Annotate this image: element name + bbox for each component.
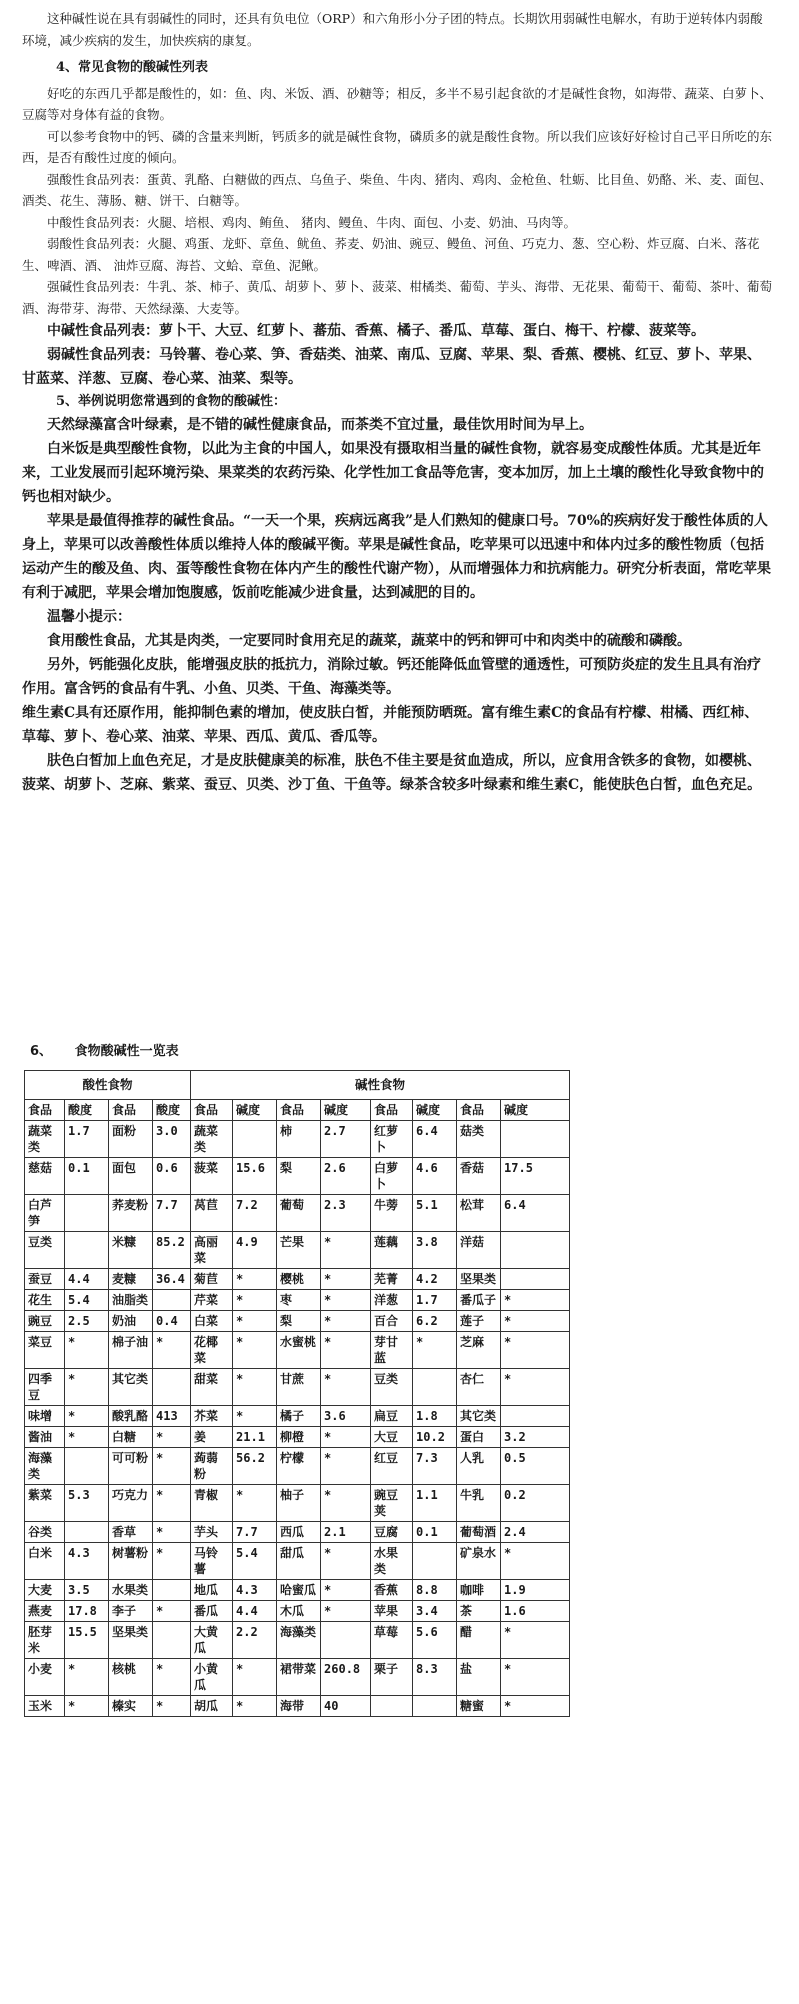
paragraph: 弱碱性食品列表：马铃薯、卷心菜、笋、香菇类、油菜、南瓜、豆腐、苹果、梨、香蕉、樱桃、红豆、萝卜、苹果、甘蓝菜、洋葱、豆腐、卷心菜、油菜、梨等。 <box>22 347 761 387</box>
table-cell: 菇类 <box>457 1121 501 1158</box>
table-cell: 海带 <box>277 1696 321 1717</box>
table-cell: * <box>501 1311 570 1332</box>
table-cell: 裙带菜 <box>277 1659 321 1696</box>
article-body <box>22 8 772 797</box>
table-cell: 甜菜 <box>191 1369 233 1406</box>
table-cell: 红萝卜 <box>371 1121 413 1158</box>
table-cell: 其它类 <box>457 1406 501 1427</box>
table-cell: 3.2 <box>501 1427 570 1448</box>
table-row <box>25 1522 570 1543</box>
table-cell: 大麦 <box>25 1580 65 1601</box>
table-cell: 芹菜 <box>191 1290 233 1311</box>
table-cell: * <box>321 1369 371 1406</box>
table-cell: 菠菜 <box>191 1158 233 1195</box>
table-cell: * <box>233 1696 277 1717</box>
table-cell: 栗子 <box>371 1659 413 1696</box>
table-cell: 5.1 <box>413 1195 457 1232</box>
alkaline-foods-header: 碱性食物 <box>191 1071 570 1100</box>
paragraph: 食用酸性食品，尤其是肉类，一定要同时食用充足的蔬菜，蔬菜中的钙和钾可中和肉类中的硫酸和磷酸。 <box>47 632 691 649</box>
table-cell: 1.7 <box>65 1121 109 1158</box>
table-cell: * <box>321 1290 371 1311</box>
table-cell: 白菜 <box>191 1311 233 1332</box>
table-cell: 咖啡 <box>457 1580 501 1601</box>
table-row <box>25 1311 570 1332</box>
table-row <box>25 1427 570 1448</box>
table-cell: 高丽菜 <box>191 1232 233 1269</box>
paragraph: 白米饭是典型酸性食物，以此为主食的中国人，如果没有摄取相当量的碱性食物，就容易变成酸性体质。尤其是近年来，工业发展而引起环境污染、果菜类的农药污染、化学性加工食品等危害，变本加厉，加上土壤的酸性化导致食物中的钙也相对缺少。 <box>22 440 764 505</box>
table-cell: 花生 <box>25 1290 65 1311</box>
table-cell: 85.2 <box>153 1232 191 1269</box>
table-cell: 0.1 <box>413 1522 457 1543</box>
table-row <box>25 1195 570 1232</box>
table-cell: * <box>321 1269 371 1290</box>
table-cell: 0.5 <box>501 1448 570 1485</box>
table-row <box>25 1659 570 1696</box>
table-cell: 大黄瓜 <box>191 1622 233 1659</box>
table-cell: * <box>321 1580 371 1601</box>
table-row <box>25 1580 570 1601</box>
table-cell: 芒果 <box>277 1232 321 1269</box>
table-cell: * <box>321 1427 371 1448</box>
paragraph: 好吃的东西几乎都是酸性的，如：鱼、肉、米饭、酒、砂糖等；相反，多半不易引起食欲的才是碱性食物，如海带、蔬菜、白萝卜、豆腐等对身体有益的食物。 <box>22 85 773 122</box>
paragraph: 天然绿藻富含叶绿素，是不错的碱性健康食品，而茶类不宜过量，最佳饮用时间为早上。 <box>47 416 593 433</box>
table-row <box>25 1448 570 1485</box>
section-heading: 5、举例说明您常遇到的食物的酸碱性： <box>56 394 287 409</box>
table-cell: * <box>65 1427 109 1448</box>
table-cell: 豆腐 <box>371 1522 413 1543</box>
table-cell: 芝麻 <box>457 1332 501 1369</box>
table-cell: 巧克力 <box>109 1485 153 1522</box>
table-cell: 水果类 <box>109 1580 153 1601</box>
table-cell: 413 <box>153 1406 191 1427</box>
table-cell: 胡瓜 <box>191 1696 233 1717</box>
table-cell: 草莓 <box>371 1622 413 1659</box>
table-cell <box>501 1406 570 1427</box>
table-row <box>25 1696 570 1717</box>
table-cell: 百合 <box>371 1311 413 1332</box>
table-cell: * <box>501 1369 570 1406</box>
table-cell: * <box>233 1269 277 1290</box>
table-cell: 扁豆 <box>371 1406 413 1427</box>
column-header: 食品 <box>191 1100 233 1121</box>
table-cell <box>321 1622 371 1659</box>
table-cell: 盐 <box>457 1659 501 1696</box>
table-cell: 大豆 <box>371 1427 413 1448</box>
table-cell: 3.5 <box>65 1580 109 1601</box>
table-cell: 豌豆荚 <box>371 1485 413 1522</box>
table-cell: * <box>321 1485 371 1522</box>
table-cell: 0.6 <box>153 1158 191 1195</box>
table-cell: 芋头 <box>191 1522 233 1543</box>
table-cell: 糖蜜 <box>457 1696 501 1717</box>
table-cell: * <box>321 1448 371 1485</box>
table-row <box>25 1290 570 1311</box>
table-cell: * <box>153 1543 191 1580</box>
table-cell: 莲藕 <box>371 1232 413 1269</box>
paragraph: 温馨小提示： <box>47 608 131 625</box>
table-cell: 豆类 <box>371 1369 413 1406</box>
table-cell: 李子 <box>109 1601 153 1622</box>
table-cell <box>153 1290 191 1311</box>
table-cell: 海藻类 <box>277 1622 321 1659</box>
table-cell: 4.2 <box>413 1269 457 1290</box>
table-cell: 8.8 <box>413 1580 457 1601</box>
table-cell: 白萝卜 <box>371 1158 413 1195</box>
table-cell: 2.5 <box>65 1311 109 1332</box>
table-cell: * <box>233 1290 277 1311</box>
table-cell: 莴苣 <box>191 1195 233 1232</box>
table-cell: 6.2 <box>413 1311 457 1332</box>
table-cell: 3.0 <box>153 1121 191 1158</box>
table-cell: 洋葱 <box>371 1290 413 1311</box>
table-cell: 面粉 <box>109 1121 153 1158</box>
table-cell: 香蕉 <box>371 1580 413 1601</box>
table-cell: 矿泉水 <box>457 1543 501 1580</box>
table-cell: 4.4 <box>233 1601 277 1622</box>
table-cell: 甜瓜 <box>277 1543 321 1580</box>
table-cell: 1.1 <box>413 1485 457 1522</box>
table-cell: 树薯粉 <box>109 1543 153 1580</box>
table-cell: 谷类 <box>25 1522 65 1543</box>
table-cell: * <box>501 1659 570 1696</box>
table-cell <box>65 1195 109 1232</box>
table-cell: * <box>321 1543 371 1580</box>
paragraph: 可以参考食物中的钙、磷的含量来判断，钙质多的就是碱性食物，磷质多的就是酸性食物。所以我们应该好好检讨自己平日所吃的东西，是否有酸性过度的倾向。 <box>22 128 773 165</box>
table-cell: 地瓜 <box>191 1580 233 1601</box>
table-cell: 芽甘蓝 <box>371 1332 413 1369</box>
table-cell: 木瓜 <box>277 1601 321 1622</box>
table-cell: * <box>501 1290 570 1311</box>
table-cell: 21.1 <box>233 1427 277 1448</box>
table-cell: 2.1 <box>321 1522 371 1543</box>
paragraph: 中酸性食品列表：火腿、培根、鸡肉、鲔鱼、 猪肉、鳗鱼、牛肉、面包、小麦、奶油、马肉等。 <box>47 214 576 230</box>
table-cell: 水蜜桃 <box>277 1332 321 1369</box>
table-cell: * <box>65 1332 109 1369</box>
table-cell <box>153 1369 191 1406</box>
column-header: 食品 <box>371 1100 413 1121</box>
table-cell: 白米 <box>25 1543 65 1580</box>
table-cell: * <box>501 1332 570 1369</box>
table-row <box>25 1332 570 1369</box>
table-column-header-row <box>25 1100 570 1121</box>
table-cell: 海藻类 <box>25 1448 65 1485</box>
table-cell: 杏仁 <box>457 1369 501 1406</box>
table-cell <box>153 1580 191 1601</box>
table-cell: 菜豆 <box>25 1332 65 1369</box>
table-cell: 慈菇 <box>25 1158 65 1195</box>
table-cell: 柿 <box>277 1121 321 1158</box>
table-cell: 西瓜 <box>277 1522 321 1543</box>
table-cell: * <box>233 1406 277 1427</box>
table-cell: * <box>153 1659 191 1696</box>
table-cell: 15.6 <box>233 1158 277 1195</box>
table-cell: 17.8 <box>65 1601 109 1622</box>
paragraph: 中碱性食品列表：萝卜干、大豆、红萝卜、蕃茄、香蕉、橘子、番瓜、草莓、蛋白、梅干、柠檬、菠菜等。 <box>47 323 705 339</box>
column-header: 酸度 <box>153 1100 191 1121</box>
table-cell: 松茸 <box>457 1195 501 1232</box>
table-cell: 7.3 <box>413 1448 457 1485</box>
table-group-header-row <box>25 1071 570 1100</box>
table-cell: * <box>501 1622 570 1659</box>
table-cell: 梨 <box>277 1311 321 1332</box>
table-cell: * <box>233 1311 277 1332</box>
table-cell: 7.2 <box>233 1195 277 1232</box>
paragraph: 弱酸性食品列表：火腿、鸡蛋、龙虾、章鱼、鱿鱼、荞麦、奶油、豌豆、鳗鱼、河鱼、巧克力、葱、空心粉、炸豆腐、白米、落花生、啤酒、酒、 油炸豆腐、海苔、文蛤、章鱼、泥鳅。 <box>22 236 760 273</box>
table-cell: * <box>153 1485 191 1522</box>
table-cell: 水果类 <box>371 1543 413 1580</box>
table-cell: * <box>233 1659 277 1696</box>
table-cell: 其它类 <box>109 1369 153 1406</box>
table-cell: 洋菇 <box>457 1232 501 1269</box>
table-row <box>25 1543 570 1580</box>
table-row <box>25 1406 570 1427</box>
section-heading: 4、常见食物的酸碱性列表 <box>56 60 209 75</box>
table-cell: 260.8 <box>321 1659 371 1696</box>
table-cell: * <box>153 1427 191 1448</box>
column-header: 食品 <box>457 1100 501 1121</box>
paragraph: 肤色白皙加上血色充足，才是皮肤健康美的标准，肤色不佳主要是贫血造成，所以，应食用含铁多的食物，如樱桃、菠菜、胡萝卜、芝麻、紫菜、蚕豆、贝类、沙丁鱼、干鱼等。绿茶含较多叶绿素和维生素C，能使肤色白皙，血色充足。 <box>22 752 762 793</box>
table-cell: 5.4 <box>65 1290 109 1311</box>
table-cell: * <box>153 1696 191 1717</box>
table-cell <box>65 1232 109 1269</box>
table-cell: 0.4 <box>153 1311 191 1332</box>
table-cell: 4.9 <box>233 1232 277 1269</box>
table-cell: * <box>233 1332 277 1369</box>
column-header: 食品 <box>277 1100 321 1121</box>
table-cell: 牛蒡 <box>371 1195 413 1232</box>
paragraph: 另外，钙能强化皮肤，能增强皮肤的抵抗力，消除过敏。钙还能降低血管壁的通透性，可预防炎症的发生且具有治疗作用。富含钙的食品有牛乳、小鱼、贝类、干鱼、海藻类等。 <box>22 656 761 697</box>
table-cell: 牛乳 <box>457 1485 501 1522</box>
table-cell: 芜菁 <box>371 1269 413 1290</box>
table-cell: 马铃薯 <box>191 1543 233 1580</box>
table-cell: 7.7 <box>233 1522 277 1543</box>
table-cell: 味增 <box>25 1406 65 1427</box>
table-cell: 橘子 <box>277 1406 321 1427</box>
table-row <box>25 1269 570 1290</box>
table-cell: 5.4 <box>233 1543 277 1580</box>
table-cell: * <box>321 1232 371 1269</box>
table-cell <box>153 1622 191 1659</box>
table-cell: 1.6 <box>501 1601 570 1622</box>
table-cell: 枣 <box>277 1290 321 1311</box>
table-cell: * <box>153 1332 191 1369</box>
table-cell: 40 <box>321 1696 371 1717</box>
table-cell: * <box>321 1332 371 1369</box>
table-cell: 8.3 <box>413 1659 457 1696</box>
table-cell: 核桃 <box>109 1659 153 1696</box>
table-cell: 0.2 <box>501 1485 570 1522</box>
table-cell: 柳橙 <box>277 1427 321 1448</box>
table-cell: 青椒 <box>191 1485 233 1522</box>
paragraph: 苹果是最值得推荐的碱性食品。“一天一个果，疾病远离我”是人们熟知的健康口号。70%的疾病好发于酸性体质的人身上，苹果可以改善酸性体质以维持人体的酸碱平衡。苹果是碱性食品，吃苹果可以迅速中和体内过多的酸性物质（包括运动产生的酸及鱼、肉、蛋等酸性食物在体内产生的酸性代谢产物），从而增强体力和抗病能力。研究分析表面，常吃苹果有利于减肥，苹果会增加饱腹感，饭前吃能减少进食量，达到减肥的目的。 <box>22 512 771 601</box>
table-cell: 4.3 <box>65 1543 109 1580</box>
table-cell: 红豆 <box>371 1448 413 1485</box>
table-cell: 茶 <box>457 1601 501 1622</box>
table-cell: 梨 <box>277 1158 321 1195</box>
table-cell: 2.7 <box>321 1121 371 1158</box>
table-cell: 坚果类 <box>457 1269 501 1290</box>
table-cell: 苹果 <box>371 1601 413 1622</box>
column-header: 食品 <box>25 1100 65 1121</box>
table-cell: 1.8 <box>413 1406 457 1427</box>
table-cell: 5.3 <box>65 1485 109 1522</box>
table-cell: 坚果类 <box>109 1622 153 1659</box>
table-cell: 菊苣 <box>191 1269 233 1290</box>
table-cell: * <box>321 1601 371 1622</box>
table-cell: 白糖 <box>109 1427 153 1448</box>
table-cell: 4.6 <box>413 1158 457 1195</box>
table-cell: 樱桃 <box>277 1269 321 1290</box>
column-header: 碱度 <box>413 1100 457 1121</box>
table-cell: 3.8 <box>413 1232 457 1269</box>
table-cell: 燕麦 <box>25 1601 65 1622</box>
table-cell: 蒟蒻粉 <box>191 1448 233 1485</box>
column-header: 食品 <box>109 1100 153 1121</box>
table-cell: 17.5 <box>501 1158 570 1195</box>
table-cell: * <box>501 1696 570 1717</box>
table-cell: * <box>413 1332 457 1369</box>
table-cell: * <box>153 1601 191 1622</box>
table-cell <box>65 1522 109 1543</box>
table-cell: 小黄瓜 <box>191 1659 233 1696</box>
paragraph: 强碱性食品列表：牛乳、茶、柿子、黄瓜、胡萝卜、萝卜、菠菜、柑橘类、葡萄、芋头、海带、无花果、葡萄干、葡萄、茶叶、葡萄酒、海带芽、海带、天然绿藻、大麦等。 <box>22 279 773 316</box>
table-cell: 6.4 <box>501 1195 570 1232</box>
table-cell: 香菇 <box>457 1158 501 1195</box>
table-cell: 4.4 <box>65 1269 109 1290</box>
table-cell: 酱油 <box>25 1427 65 1448</box>
table-cell: 6.4 <box>413 1121 457 1158</box>
table-cell: 4.3 <box>233 1580 277 1601</box>
table-cell: 小麦 <box>25 1659 65 1696</box>
table-row <box>25 1622 570 1659</box>
table-cell: * <box>65 1406 109 1427</box>
column-header: 碱度 <box>233 1100 277 1121</box>
table-cell <box>65 1448 109 1485</box>
table-title: 6、 食物酸碱性一览表 <box>30 1044 179 1059</box>
table-cell: 麦糠 <box>109 1269 153 1290</box>
table-cell: 芥菜 <box>191 1406 233 1427</box>
table-cell: * <box>153 1448 191 1485</box>
table-cell: 2.3 <box>321 1195 371 1232</box>
table-cell: 面包 <box>109 1158 153 1195</box>
table-cell: 棉子油 <box>109 1332 153 1369</box>
table-cell: 玉米 <box>25 1696 65 1717</box>
table-cell: 柚子 <box>277 1485 321 1522</box>
table-cell <box>501 1232 570 1269</box>
table-row <box>25 1369 570 1406</box>
table-cell <box>501 1269 570 1290</box>
acid-foods-header: 酸性食物 <box>25 1071 191 1100</box>
table-cell: 荞麦粉 <box>109 1195 153 1232</box>
table-cell: 花椰菜 <box>191 1332 233 1369</box>
table-cell: 56.2 <box>233 1448 277 1485</box>
table-row <box>25 1121 570 1158</box>
table-cell: 0.1 <box>65 1158 109 1195</box>
paragraph: 强酸性食品列表：蛋黄、乳酪、白糖做的西点、乌鱼子、柴鱼、牛肉、猪肉、鸡肉、金枪鱼、牡蛎、比目鱼、奶酪、米、麦、面包、酒类、花生、薄肠、糖、饼干、白糖等。 <box>22 171 773 208</box>
table-cell: 豌豆 <box>25 1311 65 1332</box>
table-cell: * <box>233 1369 277 1406</box>
table-row <box>25 1232 570 1269</box>
table-cell: 2.2 <box>233 1622 277 1659</box>
table-cell: * <box>65 1659 109 1696</box>
table-cell: 油脂类 <box>109 1290 153 1311</box>
table-cell: 人乳 <box>457 1448 501 1485</box>
paragraph: 维生素C具有还原作用，能抑制色素的增加，使皮肤白皙，并能预防晒斑。富有维生素C的食品有柠檬、柑橘、西红柿、草莓、萝卜、卷心菜、油菜、苹果、西瓜、黄瓜、香瓜等。 <box>22 704 759 745</box>
table-cell: 米糠 <box>109 1232 153 1269</box>
table-cell: 蛋白 <box>457 1427 501 1448</box>
table-cell: * <box>233 1485 277 1522</box>
table-cell: 四季豆 <box>25 1369 65 1406</box>
table-cell: * <box>501 1543 570 1580</box>
table-cell: 15.5 <box>65 1622 109 1659</box>
table-cell: 紫菜 <box>25 1485 65 1522</box>
column-header: 酸度 <box>65 1100 109 1121</box>
table-cell: 5.6 <box>413 1622 457 1659</box>
column-header: 碱度 <box>501 1100 570 1121</box>
table-cell: * <box>65 1369 109 1406</box>
table-row <box>25 1485 570 1522</box>
table-cell: 白芦笋 <box>25 1195 65 1232</box>
table-cell: * <box>321 1311 371 1332</box>
table-cell: 甘蔗 <box>277 1369 321 1406</box>
acid-base-table <box>24 1070 570 1717</box>
table-cell: 3.4 <box>413 1601 457 1622</box>
table-cell: 奶油 <box>109 1311 153 1332</box>
table-cell <box>501 1121 570 1158</box>
table-cell: 36.4 <box>153 1269 191 1290</box>
table-cell <box>413 1696 457 1717</box>
table-cell: 可可粉 <box>109 1448 153 1485</box>
table-cell: 1.7 <box>413 1290 457 1311</box>
table-cell: 哈蜜瓜 <box>277 1580 321 1601</box>
table-cell <box>413 1543 457 1580</box>
table-cell: 番瓜子 <box>457 1290 501 1311</box>
table-cell: 3.6 <box>321 1406 371 1427</box>
table-cell: 莲子 <box>457 1311 501 1332</box>
table-cell: 葡萄酒 <box>457 1522 501 1543</box>
table-cell: 7.7 <box>153 1195 191 1232</box>
table-cell: 胚芽米 <box>25 1622 65 1659</box>
table-row <box>25 1601 570 1622</box>
table-cell <box>371 1696 413 1717</box>
table-cell: 豆类 <box>25 1232 65 1269</box>
table-cell: 1.9 <box>501 1580 570 1601</box>
table-cell: 10.2 <box>413 1427 457 1448</box>
paragraph: 这种碱性说在具有弱碱性的同时，还具有负电位（ORP）和六角形小分子团的特点。长期饮用弱碱性电解水，有助于逆转体内弱酸环境，减少疾病的发生，加快疾病的康复。 <box>22 11 763 48</box>
column-header: 碱度 <box>321 1100 371 1121</box>
table-cell: 2.6 <box>321 1158 371 1195</box>
table-cell: * <box>65 1696 109 1717</box>
table-cell: 葡萄 <box>277 1195 321 1232</box>
table-cell: 蔬菜类 <box>191 1121 233 1158</box>
table-cell: 醋 <box>457 1622 501 1659</box>
table-cell: 榛实 <box>109 1696 153 1717</box>
table-cell: 柠檬 <box>277 1448 321 1485</box>
table-cell <box>233 1121 277 1158</box>
table-cell: 蚕豆 <box>25 1269 65 1290</box>
table-cell: * <box>153 1522 191 1543</box>
table-row <box>25 1158 570 1195</box>
table-cell <box>413 1369 457 1406</box>
table-cell: 姜 <box>191 1427 233 1448</box>
table-cell: 2.4 <box>501 1522 570 1543</box>
table-cell: 蔬菜类 <box>25 1121 65 1158</box>
table-cell: 酸乳酪 <box>109 1406 153 1427</box>
table-cell: 香草 <box>109 1522 153 1543</box>
table-cell: 番瓜 <box>191 1601 233 1622</box>
